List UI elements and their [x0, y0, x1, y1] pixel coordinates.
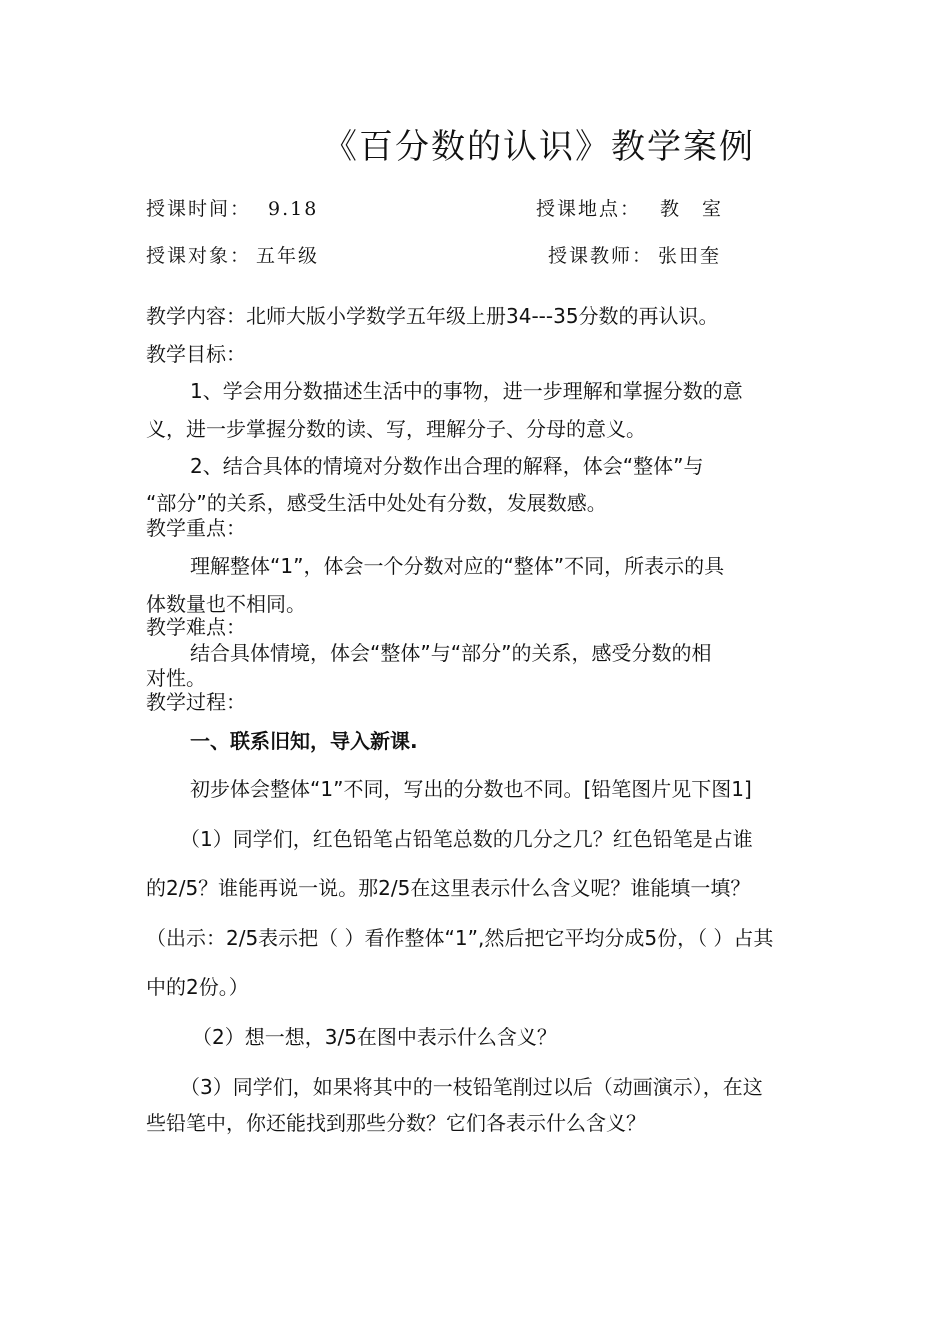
teacher-label: 授课教师： — [548, 245, 654, 267]
key-line-1: 理解整体“1”，体会一个分数对应的“整体”不同，所表示的具 — [190, 554, 725, 578]
goal-1-line-1: 1、学会用分数描述生活中的事物，进一步理解和掌握分数的意 — [190, 379, 743, 403]
question-3-line-1: （3）同学们，如果将其中的一枝铅笔削过以后（动画演示），在这 — [180, 1075, 763, 1099]
goal-1-line-2: 义，进一步掌握分数的读、写，理解分子、分母的意义。 — [146, 417, 646, 441]
question-1-line-3: （出示：2/5表示把（ ）看作整体“1”,然后把它平均分成5份，（ ）占其 — [146, 926, 774, 950]
document-title: 《百分数的认识》教学案例 — [323, 127, 755, 167]
question-2: （2）想一想，3/5在图中表示什么含义？ — [192, 1025, 557, 1049]
difficulty-heading: 教学难点： — [146, 615, 246, 639]
place-label: 授课地点： — [536, 198, 642, 220]
question-3-line-2: 些铅笔中，你还能找到那些分数？它们各表示什么含义？ — [146, 1111, 646, 1135]
target-label: 授课对象： — [146, 245, 252, 267]
intro-line: 初步体会整体“1”不同，写出的分数也不同。[铅笔图片见下图1] — [190, 777, 752, 801]
difficulty-line-2: 对性。 — [146, 666, 206, 690]
key-line-2: 体数量也不相同。 — [146, 592, 306, 616]
section-1-heading: 一、联系旧知，导入新课. — [190, 729, 418, 753]
goal-2-line-2: “部分”的关系，感受生活中处处有分数，发展数感。 — [146, 491, 607, 515]
question-1-line-2: 的2/5？谁能再说一说。那2/5在这里表示什么含义呢？谁能填一填？ — [146, 876, 751, 900]
goal-2-line-1: 2、结合具体的情境对分数作出合理的解释，体会“整体”与 — [190, 454, 704, 478]
teaching-content: 教学内容：北师大版小学数学五年级上册34---35分数的再认识。 — [146, 304, 719, 328]
target-value: 五年级 — [256, 245, 320, 267]
goals-heading: 教学目标： — [146, 342, 246, 366]
question-1-line-1: （1）同学们，红色铅笔占铅笔总数的几分之几？红色铅笔是占谁 — [180, 827, 753, 851]
key-heading: 教学重点： — [146, 516, 246, 540]
time-value: 9.18 — [268, 198, 319, 220]
process-heading: 教学过程： — [146, 690, 246, 714]
question-1-line-4: 中的2份。） — [146, 975, 249, 999]
teacher-value: 张田奎 — [658, 245, 722, 267]
place-value: 教 室 — [660, 198, 724, 220]
difficulty-line-1: 结合具体情境，体会“整体”与“部分”的关系，感受分数的相 — [190, 641, 712, 665]
time-label: 授课时间： — [146, 198, 252, 220]
